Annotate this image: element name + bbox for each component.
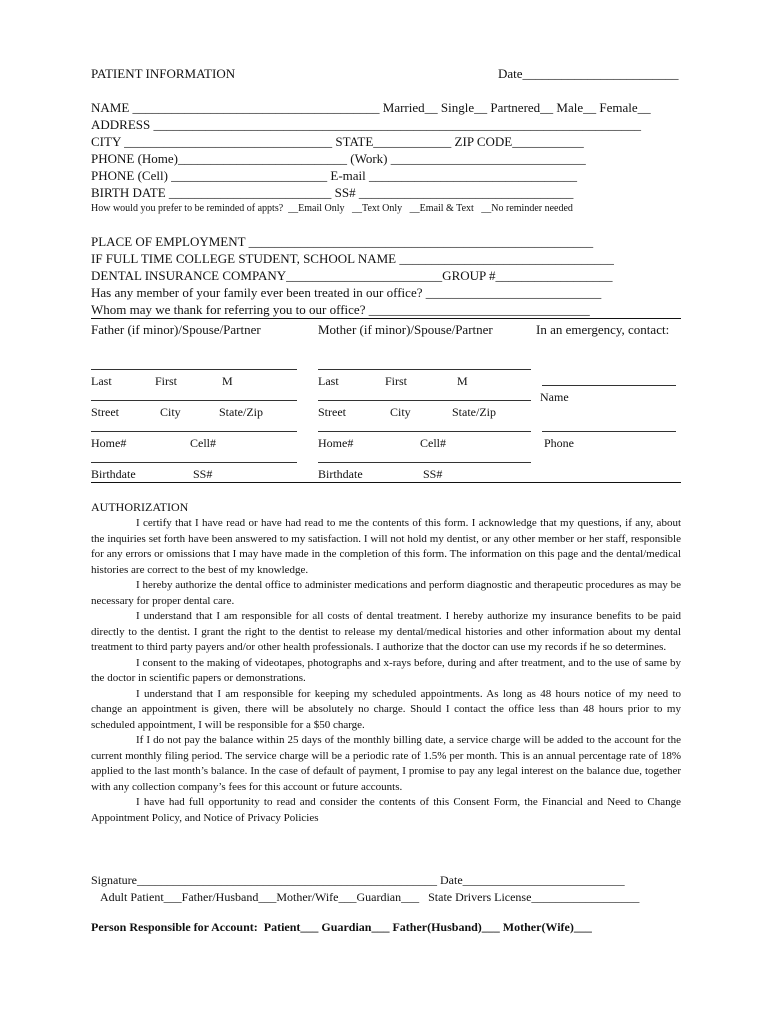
mother-ss-label: SS# (423, 467, 443, 481)
father-birth-line[interactable] (91, 462, 297, 463)
father-last-label: Last (91, 374, 112, 388)
birthdate-ss-field[interactable]: BIRTH DATE _________________________ SS# _________________________________ (91, 185, 574, 200)
father-m-label: M (222, 374, 233, 388)
authorization-text (91, 516, 681, 826)
emergency-phone-line[interactable] (542, 431, 676, 432)
employment-field[interactable]: PLACE OF EMPLOYMENT _____________________________________________________ (91, 234, 594, 249)
father-home-label: Home# (91, 436, 127, 450)
authorization-paragraph: I understand that I am responsible for all costs of dental treatment. I hereby authorize my insurance benefits to be paid directly to the dentist. I grant the right to the dentist to release my dental/medical histories and other information about my dental treatment to third party payers and/or other health professionals. I authorize that the doctor can use my records if he so determines. (91, 610, 681, 653)
mother-birth-line[interactable] (318, 462, 531, 463)
mother-street-label: Street (318, 405, 346, 419)
authorization-paragraph: I have had full opportunity to read and consider the contents of this Consent Form, the Financial and Need to Change Appointment Policy, and Notice of Privacy Policies (91, 796, 681, 824)
authorization-paragraph: I understand that I am responsible for keeping my scheduled appointments. As long as 48 hours notice of my need to change an appointment is given, there will be absolutely no charge. Should I contact the office less than 48 hours prior to my scheduled appointment, I will be responsible for a $50 charge. (91, 687, 681, 731)
referral-field[interactable]: Whom may we thank for referring you to our office? __________________________________ (91, 302, 590, 317)
father-birthdate-label: Birthdate (91, 467, 136, 481)
mother-home-label: Home# (318, 436, 354, 450)
authorization-paragraph: I consent to the making of videotapes, photographs and x-rays before, during and after treatment, and to the use of same by the doctor in scientific papers or demonstrations. (91, 656, 681, 684)
father-city-label: City (160, 405, 181, 419)
father-name-line[interactable] (91, 369, 297, 370)
authorization-paragraph: I hereby authorize the dental office to administer medications and perform diagnostic and therapeutic procedures as may be necessary for proper dental care. (91, 579, 681, 607)
mother-name-line[interactable] (318, 369, 531, 370)
authorization-paragraph: If I do not pay the balance within 25 days of the monthly billing date, a service charge will be added to the account for the current monthly filing period. The service charge will be a periodic rate of 1.5% per month. This is an annual percentage rate of 18% applied to the last month’s balance. In the case of default of payment, I promise to pay any legal interest on the balance due, together with any collection company’s fees for this account or future accounts. (91, 734, 681, 793)
divider (91, 482, 681, 483)
relationship-field[interactable]: Adult Patient___Father/Husband___Mother/Wife___Guardian___ State Drivers License__________________ (100, 890, 640, 904)
father-statezip-label: State/Zip (219, 405, 263, 419)
emergency-name-line[interactable] (542, 385, 676, 386)
authorization-paragraph: I certify that I have read or have had read to me the contents of this form. I acknowledge that my questions, if any, about the inquiries set forth have been answered to my satisfaction. I will not hold my dentist, or any other member or her staff, responsible for any errors or omissions that I may have made in the completion of this form. The information on this page and the dental/medical histories are correct to the best of my knowledge. (91, 517, 681, 576)
address-field[interactable]: ADDRESS ___________________________________________________________________________ (91, 117, 641, 132)
mother-m-label: M (457, 374, 468, 388)
father-phone-line[interactable] (91, 431, 297, 432)
mother-header: Mother (if minor)/Spouse/Partner (318, 322, 493, 337)
mother-city-label: City (390, 405, 411, 419)
form-title: PATIENT INFORMATION (91, 66, 236, 81)
mother-cell-label: Cell# (420, 436, 446, 450)
emergency-name-label: Name (540, 390, 569, 404)
phone-cell-email-field[interactable]: PHONE (Cell) ________________________ E-mail ________________________________ (91, 168, 578, 183)
phone-home-work-field[interactable]: PHONE (Home)__________________________ (Work) ______________________________ (91, 151, 586, 166)
reminder-preference[interactable]: How would you prefer to be reminded of appts? __Email Only __Text Only __Email & Text __No reminder needed (91, 203, 573, 214)
father-cell-label: Cell# (190, 436, 216, 450)
mother-phone-line[interactable] (318, 431, 531, 432)
insurance-field[interactable]: DENTAL INSURANCE COMPANY________________________GROUP #__________________ (91, 268, 613, 283)
city-state-zip-field[interactable]: CITY ________________________________ STATE____________ ZIP CODE___________ (91, 134, 584, 149)
mother-address-line[interactable] (318, 400, 531, 401)
father-ss-label: SS# (193, 467, 213, 481)
emergency-header: In an emergency, contact: (536, 322, 670, 337)
mother-birthdate-label: Birthdate (318, 467, 363, 481)
family-treated-field[interactable]: Has any member of your family ever been treated in our office? ___________________________ (91, 285, 602, 300)
mother-first-label: First (385, 374, 408, 388)
father-address-line[interactable] (91, 400, 297, 401)
school-field[interactable]: IF FULL TIME COLLEGE STUDENT, SCHOOL NAME _________________________________ (91, 251, 614, 266)
name-field[interactable]: NAME ______________________________________ Married__ Single__ Partnered__ Male__ Female__ (91, 100, 651, 115)
signature-field[interactable]: Signature__________________________________________________ Date___________________________ (91, 873, 625, 887)
mother-statezip-label: State/Zip (452, 405, 496, 419)
mother-last-label: Last (318, 374, 339, 388)
date-field[interactable]: Date________________________ (498, 66, 679, 81)
divider (91, 318, 681, 319)
authorization-heading: AUTHORIZATION (91, 500, 189, 514)
emergency-phone-label: Phone (544, 436, 574, 450)
father-street-label: Street (91, 405, 119, 419)
responsible-party-field[interactable]: Person Responsible for Account: Patient___ Guardian___ Father(Husband)___ Mother(Wife)___ (91, 920, 592, 934)
father-header: Father (if minor)/Spouse/Partner (91, 322, 261, 337)
father-first-label: First (155, 374, 178, 388)
